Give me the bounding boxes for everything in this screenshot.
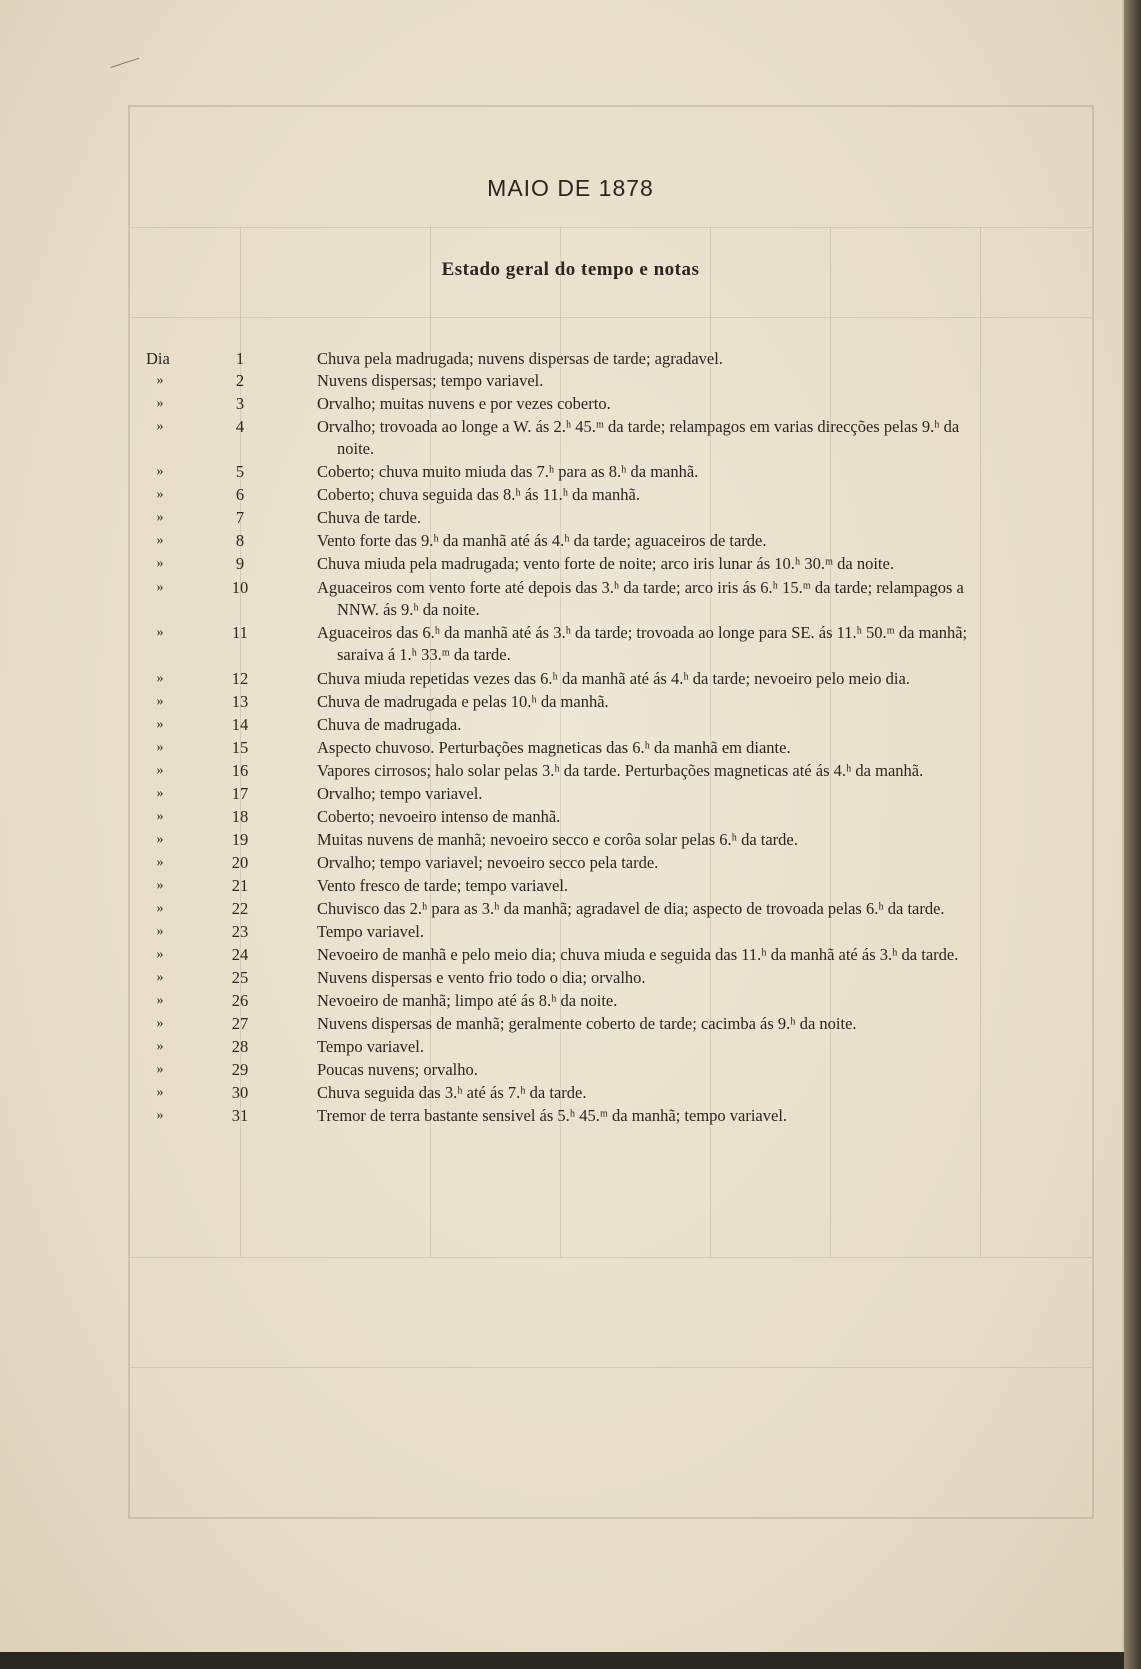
weather-note-line: Chuva miuda repetidas vezes das 6.ʰ da manhã até ás 4.ʰ da tarde; nevoeiro pelo meio dia.	[317, 669, 910, 688]
weather-note	[317, 760, 1087, 782]
day-number: 1	[235, 349, 245, 368]
weather-note-line: Aspecto chuvoso. Perturbações magneticas das 6.ʰ da manhã em diante.	[317, 738, 791, 757]
weather-note-line: Coberto; chuva muito miuda das 7.ʰ para as 8.ʰ da manhã.	[317, 462, 699, 481]
weather-note	[317, 714, 1087, 736]
day-number: 29	[231, 1060, 249, 1079]
weather-note	[317, 737, 1087, 759]
day-number: 31	[231, 1106, 249, 1125]
weather-note	[317, 461, 1087, 483]
weather-note-line: Chuva seguida das 3.ʰ até ás 7.ʰ da tarde.	[317, 1083, 587, 1102]
weather-note-line: Chuva pela madrugada; nuvens dispersas de tarde; agradavel.	[317, 349, 723, 368]
ditto-mark: »	[156, 1108, 164, 1123]
ditto-mark: »	[156, 1062, 164, 1077]
weather-note	[317, 393, 1087, 415]
weather-note-line: Chuva de madrugada.	[317, 715, 462, 734]
ditto-mark: »	[156, 396, 164, 411]
weather-note-line: Nuvens dispersas de manhã; geralmente coberto de tarde; cacimba ás 9.ʰ da noite.	[317, 1014, 857, 1033]
weather-note	[317, 530, 1087, 552]
weather-note-continuation: NNW. ás 9.ʰ da noite.	[337, 600, 480, 619]
day-number: 23	[231, 922, 249, 941]
day-number: 9	[235, 554, 245, 573]
day-number: 22	[231, 899, 249, 918]
ditto-mark: »	[156, 924, 164, 939]
weather-note-line: Nevoeiro de manhã e pelo meio dia; chuva miuda e seguida das 11.ʰ da manhã até ás 3.ʰ da tarde.	[317, 945, 959, 964]
day-number: 13	[231, 692, 249, 711]
weather-note	[317, 783, 1087, 805]
section-subtitle: Estado geral do tempo e notas	[441, 259, 700, 280]
weather-note-line: Chuvisco das 2.ʰ para as 3.ʰ da manhã; agradavel de dia; aspecto de trovoada pelas 6.ʰ da tarde.	[317, 899, 945, 918]
weather-note-line: Nuvens dispersas; tempo variavel.	[317, 371, 544, 390]
weather-note	[317, 577, 1087, 621]
weather-note-line: Tempo variavel.	[317, 1037, 424, 1056]
page-title: MAIO DE 1878	[487, 175, 654, 201]
weather-note	[317, 921, 1087, 943]
ditto-mark: »	[156, 464, 164, 479]
weather-note	[317, 668, 1087, 690]
weather-note-line: Orvalho; tempo variavel; nevoeiro secco pela tarde.	[317, 853, 659, 872]
weather-note-line: Tremor de terra bastante sensivel ás 5.ʰ 45.ᵐ da manhã; tempo variavel.	[317, 1106, 788, 1125]
ditto-mark: »	[156, 1016, 164, 1031]
weather-note-line: Tempo variavel.	[317, 922, 424, 941]
weather-note-line: Muitas nuvens de manhã; nevoeiro secco e corôa solar pelas 6.ʰ da tarde.	[317, 830, 798, 849]
weather-note	[317, 1059, 1087, 1081]
ditto-mark: »	[156, 832, 164, 847]
day-number: 3	[235, 394, 245, 413]
weather-note-line: Chuva de madrugada e pelas 10.ʰ da manhã.	[317, 692, 609, 711]
day-number: 2	[235, 371, 245, 390]
weather-note-line: Coberto; nevoeiro intenso de manhã.	[317, 807, 561, 826]
weather-note	[317, 370, 1087, 392]
day-number: 15	[231, 738, 249, 757]
weather-note-line: Orvalho; tempo variavel.	[317, 784, 483, 803]
weather-note-continuation: noite.	[337, 439, 375, 458]
day-number: 5	[235, 462, 245, 481]
weather-note	[317, 622, 1087, 666]
ditto-mark: »	[156, 1039, 164, 1054]
weather-note-line: Aguaceiros com vento forte até depois das 3.ʰ da tarde; arco iris ás 6.ʰ 15.ᵐ da tarde; relampagos a	[317, 578, 964, 597]
weather-note	[317, 416, 1087, 460]
weather-note-line: Chuva de tarde.	[317, 508, 422, 527]
ditto-mark: »	[156, 809, 164, 824]
ditto-mark: »	[156, 717, 164, 732]
weather-note-line: Poucas nuvens; orvalho.	[317, 1060, 478, 1079]
weather-note	[317, 875, 1087, 897]
weather-note-line: Orvalho; muitas nuvens e por vezes coberto.	[317, 394, 611, 413]
day-number: 8	[235, 531, 245, 550]
weather-note-line: Nuvens dispersas e vento frio todo o dia; orvalho.	[317, 968, 646, 987]
day-number: 12	[231, 669, 249, 688]
day-number: 20	[231, 853, 249, 872]
weather-note-line: Orvalho; trovoada ao longe a W. ás 2.ʰ 45.ᵐ da tarde; relampagos em varias direcções pelas 9.ʰ da	[317, 417, 960, 436]
day-number: 11	[232, 623, 248, 642]
ditto-mark: »	[156, 855, 164, 870]
weather-note	[317, 1105, 1087, 1127]
weather-note-line: Vento forte das 9.ʰ da manhã até ás 4.ʰ da tarde; aguaceiros de tarde.	[317, 531, 767, 550]
ditto-mark: »	[156, 580, 164, 595]
ditto-mark: »	[156, 510, 164, 525]
day-number: 19	[231, 830, 249, 849]
ditto-mark: »	[156, 947, 164, 962]
weather-note	[317, 691, 1087, 713]
ditto-mark: »	[156, 901, 164, 916]
ditto-mark: »	[156, 878, 164, 893]
day-number: 24	[231, 945, 249, 964]
ditto-mark: »	[156, 533, 164, 548]
ditto-mark: »	[156, 1085, 164, 1100]
weather-note-line: Vento fresco de tarde; tempo variavel.	[317, 876, 569, 895]
ditto-mark: »	[156, 625, 164, 640]
ditto-mark: »	[156, 763, 164, 778]
day-number: 7	[235, 508, 245, 527]
day-number: 18	[231, 807, 249, 826]
weather-note	[317, 507, 1087, 529]
ditto-mark: »	[156, 556, 164, 571]
ditto-mark: »	[156, 487, 164, 502]
weather-note	[317, 944, 1087, 966]
day-number: 30	[231, 1083, 249, 1102]
ditto-mark: »	[156, 694, 164, 709]
weather-note-line: Chuva miuda pela madrugada; vento forte de noite; arco iris lunar ás 10.ʰ 30.ᵐ da noite.	[317, 554, 894, 573]
weather-note	[317, 1082, 1087, 1104]
ditto-mark: »	[156, 373, 164, 388]
ditto-mark: »	[156, 419, 164, 434]
weather-note	[317, 967, 1087, 989]
weather-note	[317, 348, 1087, 370]
weather-note-line: Vapores cirrosos; halo solar pelas 3.ʰ da tarde. Perturbações magneticas até ás 4.ʰ da manhã.	[317, 761, 924, 780]
day-number: 17	[231, 784, 249, 803]
day-number: 21	[231, 876, 249, 895]
day-number: 10	[231, 578, 249, 597]
weather-note	[317, 484, 1087, 506]
ditto-mark: »	[156, 740, 164, 755]
day-number: 14	[231, 715, 249, 734]
day-number: 25	[231, 968, 249, 987]
weather-note	[317, 852, 1087, 874]
weather-note	[317, 1013, 1087, 1035]
weather-note-continuation: saraiva á 1.ʰ 33.ᵐ da tarde.	[337, 645, 511, 664]
day-number: 26	[231, 991, 249, 1010]
day-number: 6	[235, 485, 245, 504]
ditto-mark: »	[156, 993, 164, 1008]
day-number: 16	[231, 761, 249, 780]
weather-note	[317, 806, 1087, 828]
weather-note-line: Aguaceiros das 6.ʰ da manhã até ás 3.ʰ da tarde; trovoada ao longe para SE. ás 11.ʰ 50.ᵐ da manhã;	[317, 623, 968, 642]
ditto-mark: »	[156, 786, 164, 801]
ditto-mark: »	[156, 970, 164, 985]
weather-note	[317, 1036, 1087, 1058]
day-number: 4	[235, 417, 245, 436]
weather-note	[317, 829, 1087, 851]
weather-note-line: Nevoeiro de manhã; limpo até ás 8.ʰ da noite.	[317, 991, 618, 1010]
weather-note-line: Coberto; chuva seguida das 8.ʰ ás 11.ʰ da manhã.	[317, 485, 640, 504]
day-number: 27	[231, 1014, 249, 1033]
ditto-mark: »	[156, 671, 164, 686]
weather-note	[317, 898, 1087, 920]
weather-note	[317, 553, 1087, 575]
day-label: Dia	[146, 349, 170, 368]
day-number: 28	[231, 1037, 249, 1056]
weather-note	[317, 990, 1087, 1012]
